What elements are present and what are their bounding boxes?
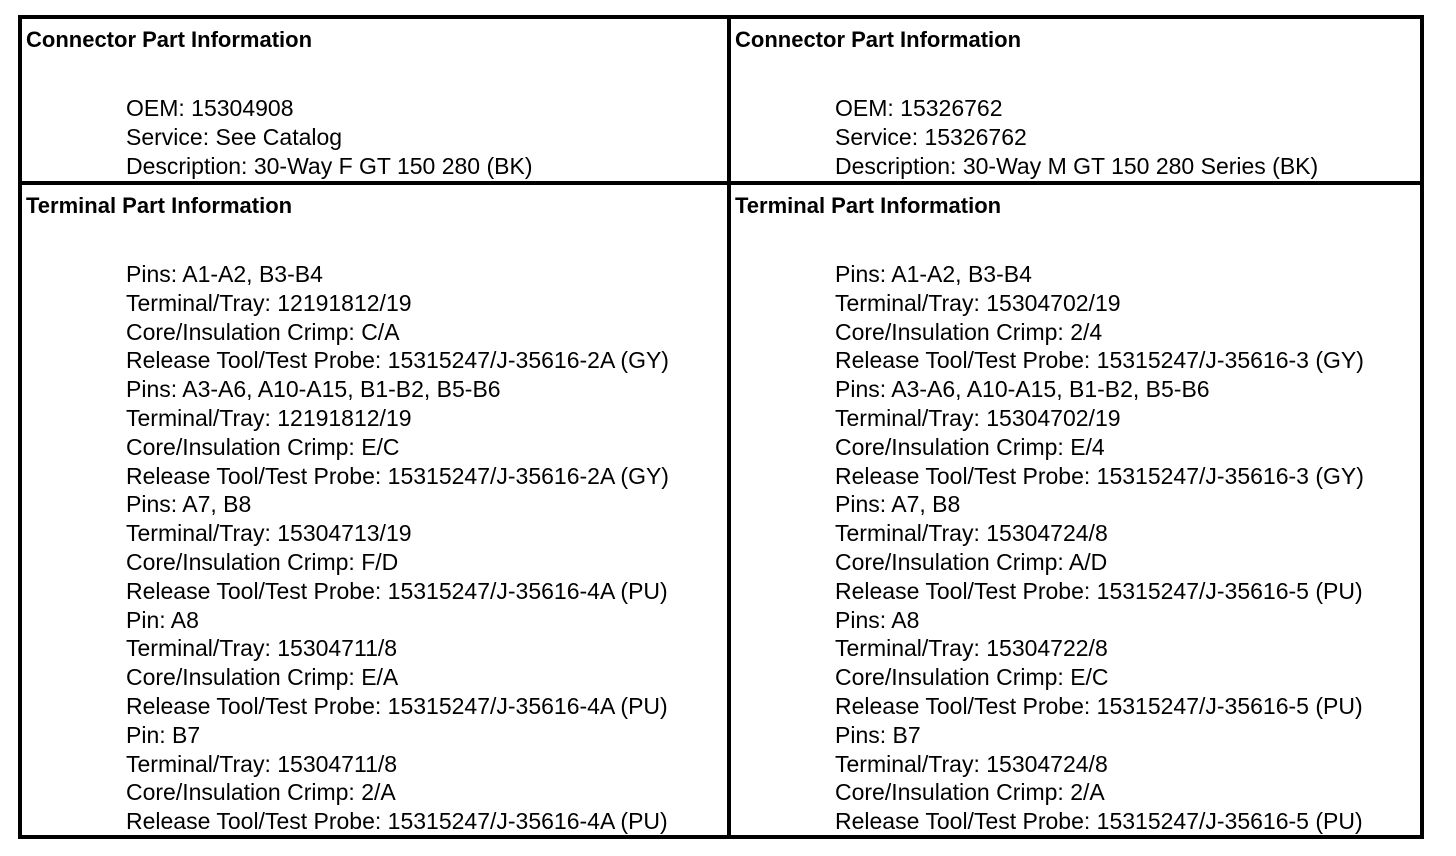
info-line: Pins: A3-A6, A10-A15, B1-B2, B5-B6	[835, 376, 1210, 403]
info-line: OEM: 15304908	[126, 95, 294, 121]
info-line: Pins: A1-A2, B3-B4	[835, 261, 1032, 287]
info-line: Release Tool/Test Probe: 15315247/J-35616-3 (GY)	[835, 347, 1364, 374]
info-line: Core/Insulation Crimp: F/D	[126, 548, 399, 575]
info-line: OEM: 15326762	[835, 95, 1003, 121]
info-line: Core/Insulation Crimp: 2/A	[126, 779, 396, 806]
info-line: Terminal/Tray: 15304702/19	[835, 289, 1121, 316]
info-line: Terminal/Tray: 15304724/8	[835, 750, 1108, 777]
left-terminal-heading: Terminal Part Information	[26, 193, 293, 218]
info-line: Terminal/Tray: 15304711/8	[126, 750, 398, 777]
right-terminal-heading: Terminal Part Information	[735, 193, 1002, 218]
right-terminal-cell	[731, 185, 1420, 839]
info-line: Pins: A7, B8	[835, 491, 961, 518]
info-line: Terminal/Tray: 12191812/19	[126, 289, 412, 316]
info-line: Description: 30-Way F GT 150 280 (BK)	[126, 152, 533, 179]
info-line: Release Tool/Test Probe: 15315247/J-35616-4A (PU)	[126, 577, 668, 604]
info-line: Pin: A8	[126, 606, 199, 633]
info-line: Release Tool/Test Probe: 15315247/J-35616-5 (PU)	[835, 808, 1363, 835]
left-connector-lines	[126, 94, 533, 180]
info-line: Release Tool/Test Probe: 15315247/J-35616-5 (PU)	[835, 692, 1363, 719]
right-terminal-lines	[835, 260, 1364, 836]
info-line: Core/Insulation Crimp: 2/A	[835, 779, 1105, 806]
info-line: Release Tool/Test Probe: 15315247/J-35616-4A (PU)	[126, 808, 668, 835]
info-line: Pins: A8	[835, 606, 920, 633]
info-line: Pins: B7	[835, 721, 921, 748]
info-line: Pins: A7, B8	[126, 491, 252, 518]
info-line: Core/Insulation Crimp: E/4	[835, 433, 1105, 460]
left-terminal-cell	[22, 185, 727, 839]
info-line: Terminal/Tray: 15304722/8	[835, 635, 1108, 662]
info-line: Core/Insulation Crimp: E/C	[126, 433, 400, 460]
info-line: Core/Insulation Crimp: 2/4	[835, 318, 1103, 345]
left-connector-cell	[22, 19, 727, 181]
info-line: Service: See Catalog	[126, 123, 343, 150]
info-line: Service: 15326762	[835, 123, 1027, 150]
info-line: Core/Insulation Crimp: E/A	[126, 664, 399, 691]
info-line: Release Tool/Test Probe: 15315247/J-35616-4A (PU)	[126, 692, 668, 719]
right-connector-lines	[835, 94, 1318, 180]
info-line: Terminal/Tray: 15304702/19	[835, 404, 1121, 431]
info-line: Terminal/Tray: 15304724/8	[835, 520, 1108, 547]
info-line: Pins: A1-A2, B3-B4	[126, 261, 323, 287]
info-line: Release Tool/Test Probe: 15315247/J-35616-2A (GY)	[126, 462, 669, 489]
info-line: Pin: B7	[126, 721, 201, 748]
info-line: Terminal/Tray: 15304711/8	[126, 635, 398, 662]
right-connector-cell	[731, 19, 1420, 181]
info-line: Core/Insulation Crimp: C/A	[126, 318, 400, 345]
info-line: Release Tool/Test Probe: 15315247/J-35616-2A (GY)	[126, 347, 669, 374]
connector-info-table	[18, 15, 1424, 839]
left-terminal-lines	[126, 260, 669, 836]
left-connector-heading: Connector Part Information	[26, 27, 313, 52]
info-line: Core/Insulation Crimp: E/C	[835, 664, 1109, 691]
info-line: Release Tool/Test Probe: 15315247/J-35616-5 (PU)	[835, 577, 1363, 604]
info-line: Release Tool/Test Probe: 15315247/J-35616-3 (GY)	[835, 462, 1364, 489]
info-line: Pins: A3-A6, A10-A15, B1-B2, B5-B6	[126, 376, 501, 403]
info-line: Description: 30-Way M GT 150 280 Series (BK)	[835, 152, 1319, 179]
info-line: Terminal/Tray: 12191812/19	[126, 404, 412, 431]
right-connector-heading: Connector Part Information	[735, 27, 1022, 52]
info-line: Terminal/Tray: 15304713/19	[126, 520, 412, 547]
info-line: Core/Insulation Crimp: A/D	[835, 548, 1108, 575]
